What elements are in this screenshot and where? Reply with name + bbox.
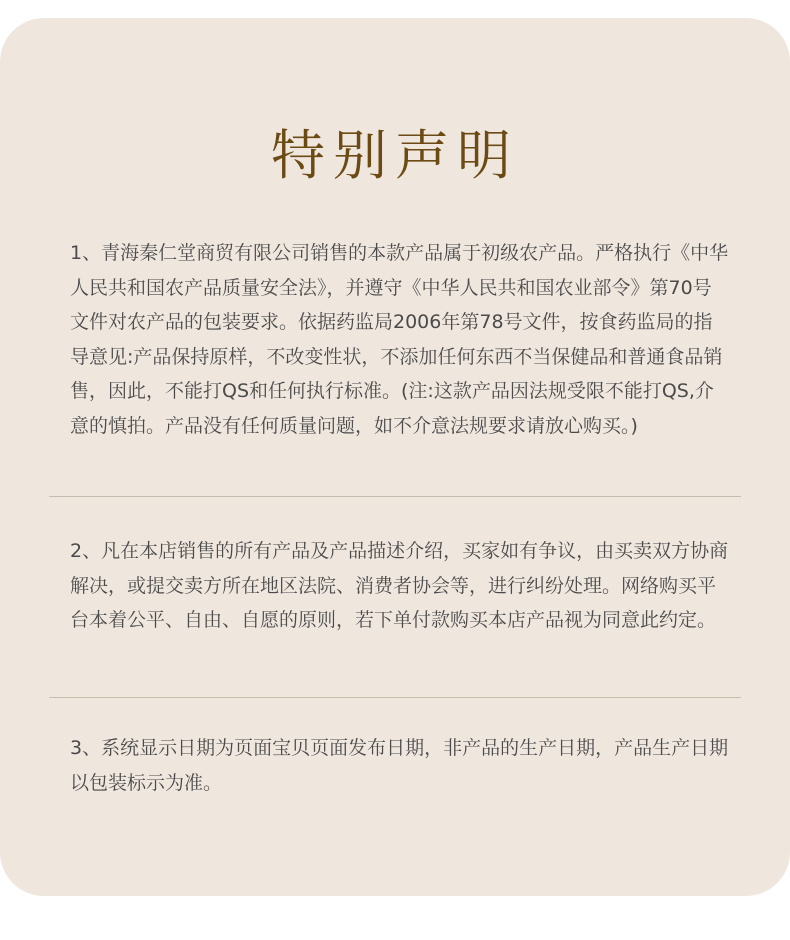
divider xyxy=(49,697,741,698)
notice-item-2: 2、凡在本店销售的所有产品及产品描述介绍，买家如有争议，由买卖双方协商解决，或提交卖方所在地区法院、消费者协会等，进行纠纷处理。网络购买平台本着公平、自由、自愿的原则，若下单付款购买本店产品视为同意此约定。 xyxy=(70,540,729,631)
notice-item-1: 1、青海秦仁堂商贸有限公司销售的本款产品属于初级农产品。严格执行《中华人民共和国农产品质量安全法》，并遵守《中华人民共和国农业部令》第70号文件对农产品的包装要求。依据药监局2006年第78号文件，按食药监局的指导意见:产品保持原样，不改变性状，不添加任何东西不当保健品和普通食品销售，因此，不能打QS和任何执行标准。(注:这款产品因法规受限不能打QS,介意的慎拍。产品没有任何质量问题，如不介意法规要求请放心购买。) xyxy=(70,242,729,437)
divider xyxy=(49,496,741,497)
notice-title: 特别声明 xyxy=(271,124,519,187)
notice-item-3: 3、系统显示日期为页面宝贝页面发布日期，非产品的生产日期，产品生产日期以包装标示为准。 xyxy=(70,737,729,794)
notice-card xyxy=(0,18,790,896)
